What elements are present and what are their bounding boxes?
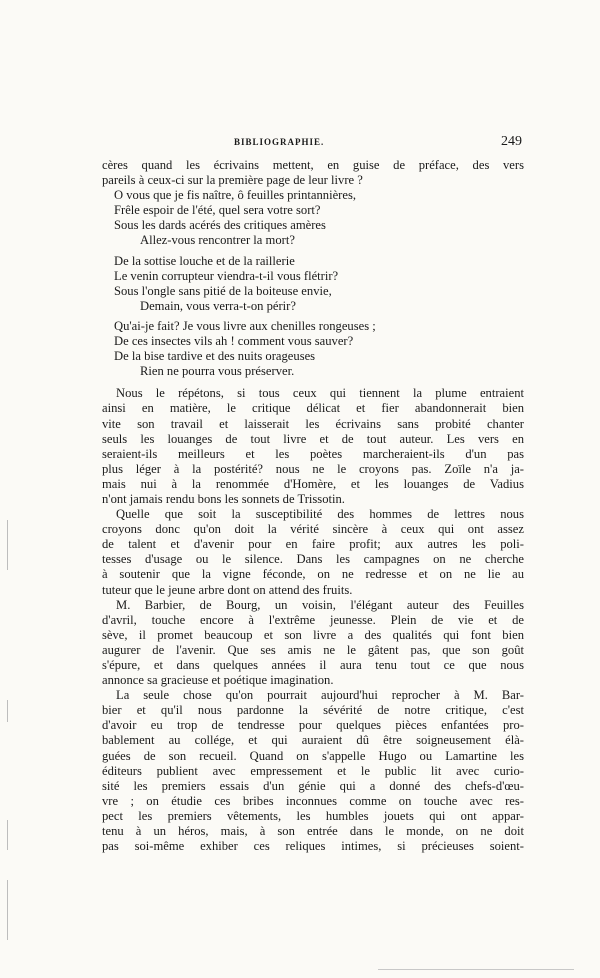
verse-line: De la bise tardive et des nuits orageuses (114, 349, 316, 364)
scan-bottom-edge (378, 969, 574, 970)
paragraph-4 (102, 688, 524, 854)
paragraph-1 (102, 386, 524, 507)
text-line: à soutenir que la vigne féconde, on ne redresse et on ne lie au (102, 567, 524, 582)
text-line: s'épure, et dans quelques années il aura tenu tout ce que nous (102, 658, 524, 672)
text-line: seuls les louanges de tout livre et de tout auteur. Les vers en (102, 431, 524, 446)
text-line: ainsi en matière, le critique délicat et fier abandonnerait bien (102, 401, 524, 416)
verse-line: De ces insectes vils ah ! comment vous sauver? (114, 334, 354, 349)
text-line: M. Barbier, de Bourg, un voisin, l'élégant auteur des Feuilles (116, 597, 524, 612)
verse-line: Sous l'ongle sans pitié de la boiteuse envie, (114, 283, 332, 298)
scan-margin-mark (7, 520, 8, 570)
poem-stanza-1 (114, 188, 524, 248)
text-line: pas soi-même exhiber ces reliques intimes, si précieuses soient- (102, 839, 524, 854)
text-line: sité les premiers essais d'un génie qui a donné des chefs-d'œu- (102, 778, 524, 793)
text-line: Quelle que soit la susceptibilité des hommes de lettres nous (116, 507, 524, 522)
verse-line: Demain, vous verra-t-on périr? (140, 298, 296, 313)
page-number: 249 (501, 134, 522, 149)
intro-paragraph (102, 158, 524, 188)
verse-line: Allez-vous rencontrer la mort? (140, 233, 295, 248)
text-line: bablement au collége, et qui auraient dû être soigneusement élà- (102, 733, 524, 748)
verse-line: Frêle espoir de l'été, quel sera votre sort? (114, 203, 321, 218)
text-line: La seule chose qu'on pourrait aujourd'hui reprocher à M. Bar- (116, 688, 524, 703)
text-line: annonce sa gracieuse et poétique imagination. (102, 673, 334, 688)
text-line: de talent et d'avenir pour en faire profit; aux autres les poli- (102, 537, 524, 552)
scan-margin-mark (7, 700, 8, 722)
text-line: vite son travail et laisserait les écrivains sans probité chanter (102, 416, 524, 431)
text-line: seraient-ils meilleurs et les poètes marcheraient-ils d'un pas (102, 446, 524, 461)
scan-margin-mark (7, 880, 8, 940)
text-line: éditeurs publient avec empressement et le public lit avec curio- (102, 763, 524, 778)
poem-stanza-3 (114, 319, 524, 379)
running-header (102, 136, 522, 152)
text-line: d'avril, touche encore à l'extrême jeunesse. Plein de vie et de (102, 612, 524, 627)
text-line: tuteur que le jeune arbre dont on attend des fruits. (102, 582, 353, 597)
verse-line: Sous les dards acérés des critiques amères (114, 218, 326, 233)
verse-line: De la sottise louche et de la raillerie (114, 253, 295, 268)
verse-line: O vous que je fis naître, ô feuilles printannières, (114, 188, 357, 203)
text-line: cères quand les écrivains mettent, en guise de préface, des vers (102, 158, 524, 172)
text-line: pareils à ceux-ci sur la première page de leur livre ? (102, 173, 363, 188)
text-line: croyons donc qu'on doit la vérité sincère à ceux qui ont assez (102, 522, 524, 537)
text-line: pect les premiers vêtements, les humbles jouets qui ont appar- (102, 808, 524, 823)
text-line: d'avoir eu trop de tendresse pour quelques pièces enfantées pro- (102, 718, 524, 733)
scan-margin-mark (7, 820, 8, 850)
text-line: n'ont jamais rendu bons les sonnets de Trissotin. (102, 491, 345, 506)
text-line: bier et qu'il nous pardonne la sévérité de notre critique, c'est (102, 703, 524, 718)
text-line: guées de son recueil. Quand on s'appelle Hugo ou Lamartine les (102, 748, 524, 763)
text-line: mais nui à la renommée d'Homère, et les louanges de Vadius (102, 476, 524, 491)
verse-line: Rien ne pourra vous préserver. (140, 364, 295, 379)
text-line: vre ; on étudie ces bribes inconnues comme on touche avec res- (102, 793, 524, 808)
text-line: tesses d'usage ou le silence. Dans les campagnes on ne cherche (102, 552, 524, 567)
paragraph-3 (102, 598, 524, 689)
poem-stanza-2 (114, 254, 524, 314)
verse-line: Qu'ai-je fait? Je vous livre aux chenilles rongeuses ; (114, 318, 376, 333)
text-line: sève, il promet beaucoup et son livre a des qualités qui font bien (102, 627, 524, 642)
verse-line: Le venin corrupteur viendra-t-il vous flétrir? (114, 268, 339, 283)
page-body (102, 158, 524, 854)
text-line: Nous le répétons, si tous ceux qui tiennent la plume entraient (116, 386, 524, 401)
text-line: tenu à un héros, mais, à son entrée dans le monde, on ne doit (102, 824, 524, 839)
running-title: BIBLIOGRAPHIE. (234, 137, 325, 147)
paragraph-2 (102, 507, 524, 598)
text-line: plus léger à la postérité? nous ne le croyons pas. Zoïle n'a ja- (102, 461, 524, 476)
text-line: augurer de l'avenir. Que ses amis ne le gâtent pas, que son goût (102, 642, 524, 657)
